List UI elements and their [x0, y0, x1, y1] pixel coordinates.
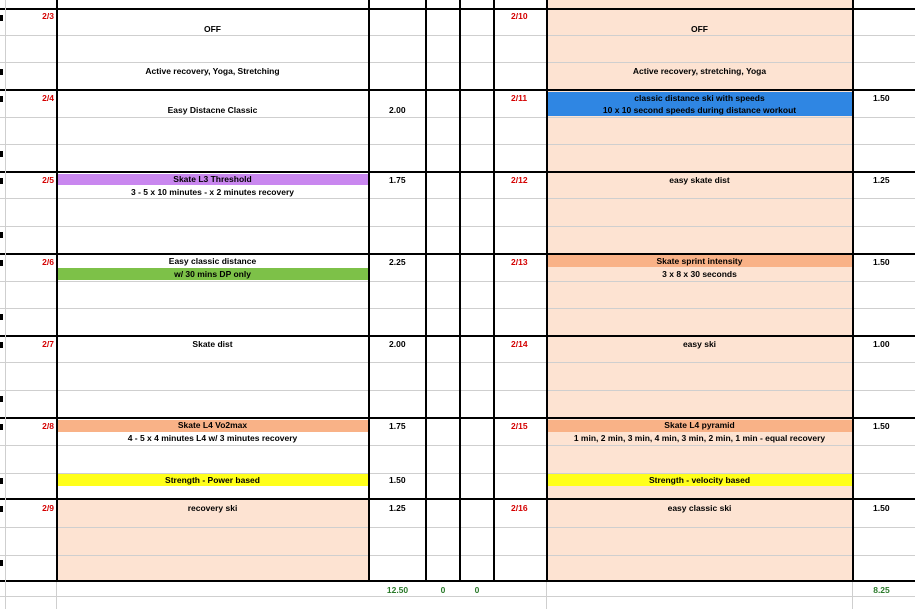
workout-cell[interactable]: recovery ski [187, 503, 238, 513]
workout-title-cell[interactable]: Easy classic distance [168, 256, 257, 266]
workout-detail-cell[interactable]: w/ 30 mins DP only [174, 269, 251, 279]
workout-cell[interactable]: easy ski [682, 339, 717, 349]
date-cell[interactable]: 2/5 [42, 175, 54, 185]
strength-cell[interactable]: Strength - velocity based [648, 475, 751, 485]
date-cell[interactable]: 2/9 [42, 503, 54, 513]
workout-cell[interactable]: OFF [204, 24, 221, 34]
date-cell[interactable]: 2/13 [511, 257, 528, 267]
hours-cell[interactable]: 1.50 [873, 93, 890, 103]
workout-cell[interactable]: Easy Distacne Classic [167, 105, 258, 115]
hours-cell[interactable]: 1.50 [873, 503, 890, 513]
hours-cell[interactable]: 1.50 [389, 475, 406, 485]
workout-cell[interactable]: Active recovery, stretching, Yoga [632, 66, 767, 76]
date-cell[interactable]: 2/15 [511, 421, 528, 431]
workout-cell[interactable]: Active recovery, Yoga, Stretching [145, 66, 280, 76]
hours-cell[interactable]: 1.75 [389, 421, 406, 431]
workout-title-cell[interactable]: classic distance ski with speeds [634, 93, 765, 103]
total-col-a[interactable]: 0 [440, 585, 446, 595]
workout-cell[interactable]: easy skate dist [669, 175, 730, 185]
hours-cell[interactable]: 1.50 [873, 257, 890, 267]
date-cell[interactable]: 2/7 [42, 339, 54, 349]
hours-cell[interactable]: 1.75 [389, 175, 406, 185]
date-cell[interactable]: 2/12 [511, 175, 528, 185]
date-cell[interactable]: 2/10 [511, 11, 528, 21]
workout-detail-cell[interactable]: 3 x 8 x 30 seconds [662, 269, 737, 279]
workout-detail-cell[interactable]: 4 - 5 x 4 minutes L4 w/ 3 minutes recovery [127, 433, 298, 443]
date-cell[interactable]: 2/3 [42, 11, 54, 21]
peach-column-right [547, 0, 853, 582]
date-cell[interactable]: 2/4 [42, 93, 54, 103]
total-hours-left[interactable]: 12.50 [386, 585, 409, 595]
total-hours-right[interactable]: 8.25 [873, 585, 890, 595]
hours-cell[interactable]: 1.00 [873, 339, 890, 349]
date-cell[interactable]: 2/11 [511, 93, 528, 103]
workout-title-cell[interactable]: Skate L3 Threshold [173, 174, 252, 184]
workout-title-cell[interactable]: Skate L4 Vo2max [177, 420, 248, 430]
hours-cell[interactable]: 2.00 [389, 105, 406, 115]
workout-cell[interactable]: Skate dist [192, 339, 233, 349]
total-col-b[interactable]: 0 [474, 585, 480, 595]
workout-title-cell[interactable]: Skate L4 pyramid [664, 420, 735, 430]
strength-cell[interactable]: Strength - Power based [165, 475, 260, 485]
workout-title-cell[interactable]: Skate sprint intensity [656, 256, 743, 266]
workout-detail-cell[interactable]: 1 min, 2 min, 3 min, 4 min, 3 min, 2 min, 1 min - equal recovery [573, 433, 826, 443]
date-cell[interactable]: 2/8 [42, 421, 54, 431]
hours-cell[interactable]: 2.25 [389, 257, 406, 267]
date-cell[interactable]: 2/14 [511, 339, 528, 349]
date-cell[interactable]: 2/16 [511, 503, 528, 513]
hours-cell[interactable]: 1.25 [389, 503, 406, 513]
workout-detail-cell[interactable]: 10 x 10 second speeds during distance workout [602, 105, 797, 115]
hours-cell[interactable]: 2.00 [389, 339, 406, 349]
workout-cell[interactable]: OFF [691, 24, 708, 34]
workout-cell[interactable]: easy classic ski [667, 503, 732, 513]
hours-cell[interactable]: 1.50 [873, 421, 890, 431]
hours-cell[interactable]: 1.25 [873, 175, 890, 185]
date-cell[interactable]: 2/6 [42, 257, 54, 267]
workout-detail-cell[interactable]: 3 - 5 x 10 minutes - x 2 minutes recovery [131, 187, 294, 197]
